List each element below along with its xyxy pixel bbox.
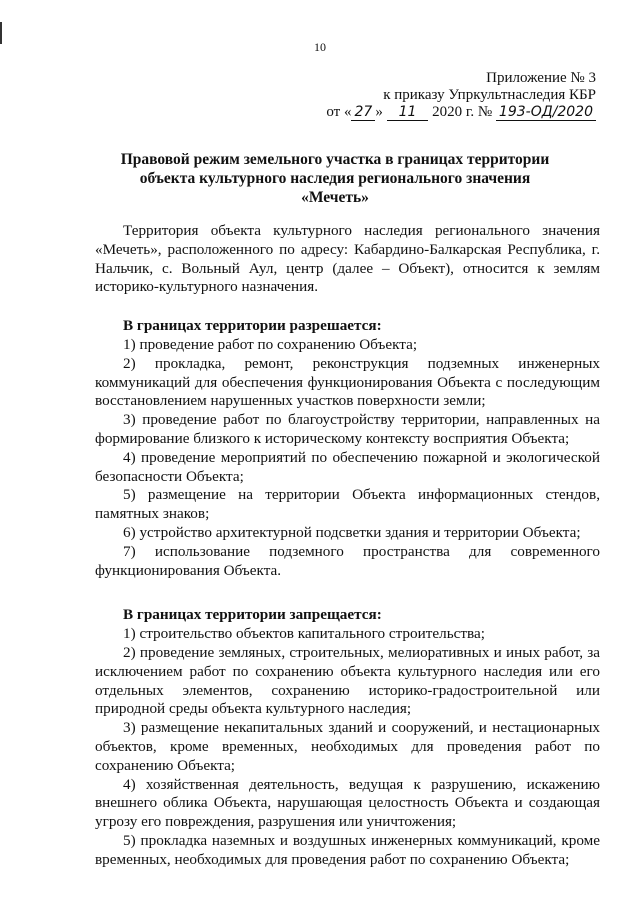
intro-paragraph: Территория объекта культурного наследия регионального значения «Мечеть», расположенного по адресу: Кабардино-Балкарская Республика, г. Нальчик, с. Вольный Аул, центр (далее – Объект), относится к землям историко-культурного назначения. — [95, 222, 600, 296]
allowed-item-6: 6) устройство архитектурной подсветки здания и территории Объекта; — [123, 523, 581, 541]
page-number: 10 — [314, 40, 326, 54]
allowed-item-2: 2) прокладка, ремонт, реконструкция подземных инженерных коммуникаций для обеспечения функционирования Объекта с последующим восстановлением нарушенных участков поверхности земли; — [95, 354, 600, 410]
appendix-date-line — [326, 104, 596, 121]
forbidden-item-3: 3) размещение некапитальных зданий и сооружений, и нестационарных объектов, кроме временных, необходимых для проведения работ по сохранению Объекта; — [95, 719, 600, 774]
title-line-2: объекта культурного наследия регионального значения — [139, 170, 531, 187]
appendix-order: к приказу Упркультнаследия КБР — [383, 87, 596, 103]
document-title — [70, 150, 600, 207]
handwritten-day: 27 — [351, 104, 375, 121]
forbidden-item-5: 5) прокладка наземных и воздушных инженерных коммуникаций, кроме временных, необходимых для проведения работ по сохранению Объекта; — [95, 831, 600, 868]
allowed-heading: В границах территории разрешается: — [123, 317, 382, 335]
title-line-1: Правовой режим земельного участка в границах территории — [120, 151, 550, 168]
allowed-item-3: 3) проведение работ по благоустройству территории, направленных на формирование близкого к историческому контексту восприятия Объекта; — [95, 411, 600, 447]
allowed-item-4: 4) проведение мероприятий по обеспечению пожарной и экологической безопасности Объекта; — [95, 448, 600, 485]
year-text: 2020 г. № — [432, 104, 493, 120]
document-body — [95, 222, 600, 870]
forbidden-heading: В границах территории запрещается: — [123, 606, 382, 624]
appendix-title: Приложение № 3 — [486, 70, 596, 86]
appendix-block — [326, 70, 596, 121]
allowed-item-1: 1) проведение работ по сохранению Объекта; — [123, 335, 418, 353]
forbidden-item-2: 2) проведение земляных, строительных, мелиоративных и иных работ, за исключением работ по сохранению объекта культурного наследия или его отдельных элементов, сохранению историко-градостроительной или природной среды объекта культурного наследия; — [95, 643, 600, 718]
forbidden-item-4: 4) хозяйственная деятельность, ведущая к разрушению, искажению внешнего облика Объекта, нарушающая целостность Объекта и создающая угрозу его повреждения, разрушения или уничтожения; — [95, 775, 600, 831]
allowed-item-7: 7) использование подземного пространства для современного функционирования Объекта. — [95, 542, 600, 579]
title-line-3: «Мечеть» — [301, 189, 369, 206]
allowed-item-5: 5) размещение на территории Объекта информационных стендов, памятных знаков; — [95, 486, 600, 523]
handwritten-number: 193-ОД/2020 — [496, 104, 596, 121]
date-prefix: от « — [326, 104, 352, 120]
handwritten-month: 11 — [387, 104, 429, 121]
forbidden-item-1: 1) строительство объектов капитального строительства; — [123, 625, 485, 643]
date-mid: » — [375, 104, 383, 120]
